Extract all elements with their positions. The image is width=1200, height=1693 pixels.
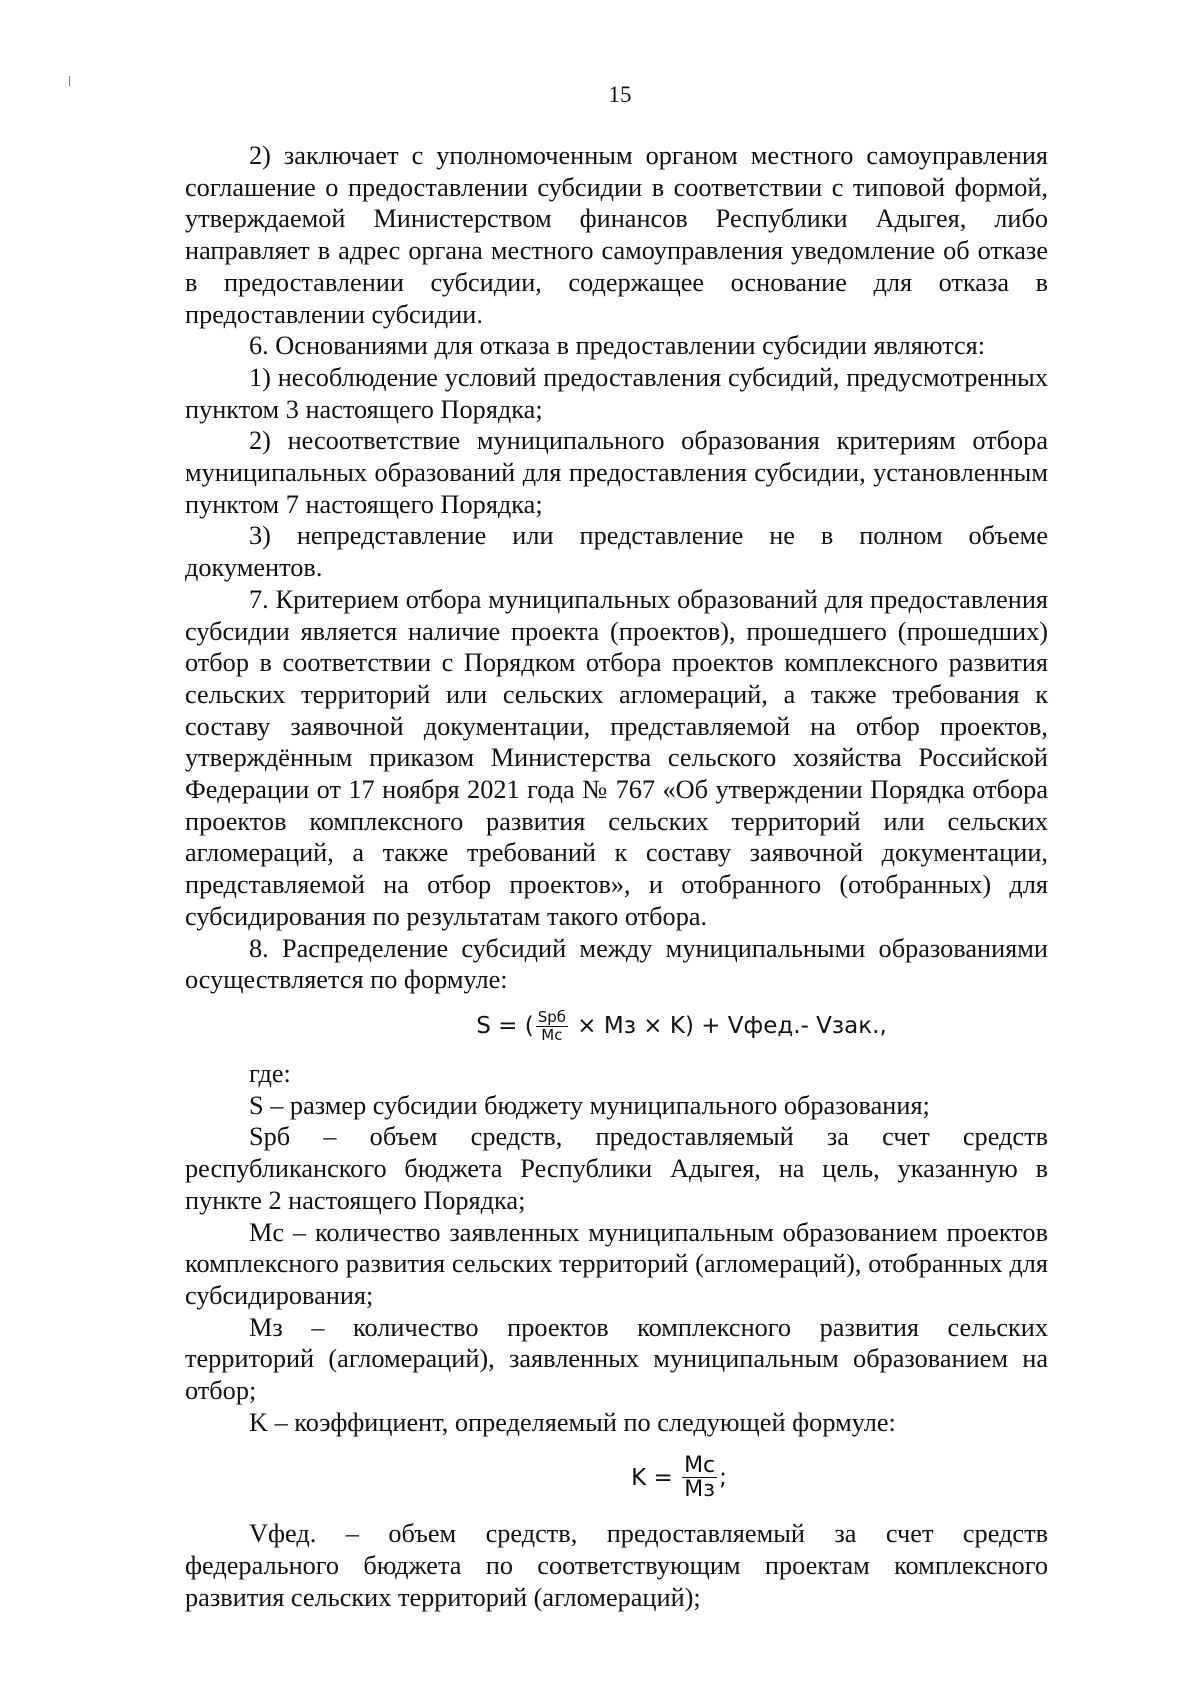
fraction-k-numerator: Mс (684, 1453, 716, 1479)
formula-fraction (536, 1010, 568, 1043)
paragraph-item-8: 8. Распределение субсидий между муниципальными образованиями осуществляется по формуле: (185, 933, 1048, 995)
paragraph-item-6-sub-3: 3) непредставление или представление не в полном объеме документов. (185, 521, 1048, 583)
paragraph-item-7: 7. Критерием отбора муниципальных образований для предоставления субсидии является наличие проекта (проектов), прошедшего (прошедших) отбор в соответствии с Порядком отбора проектов комплексного развития сельских территорий или сельских агломераций, а также требования к составу заявочной документации, представляемой на отбор проектов, утверждённым приказом Министерства сельского хозяйства Российской Федерации от 17 ноября 2021 года № 767 «Об утверждении Порядка отбора проектов комплексного развития сельских территорий или сельских агломераций, а также требований к составу заявочной документации, представляемой на отбор проектов», и отобранного (отобранных) для субсидирования по результатам такого отбора. (185, 584, 1048, 931)
fraction-numerator: Sрб (537, 1008, 566, 1027)
formula-k-lhs: K = (631, 1464, 681, 1491)
definition-where: где: (249, 1058, 291, 1088)
paragraph-item-6: 6. Основаниями для отказа в предоставлении субсидии являются: (249, 331, 986, 361)
definition-mz: Mз – количество проектов комплексного развития сельских территорий (агломераций), заявленных муниципальным образованием на отбор; (185, 1312, 1048, 1406)
definition-srb: Sрб – объем средств, предоставляемый за счет средств республиканского бюджета Республики Адыгея, на цель, указанную в пункте 2 настоящего Порядка; (185, 1122, 1048, 1215)
paragraph-item-6-sub-1: 1) несоблюдение условий предоставления субсидий, предусмотренных пунктом 3 настоящего Порядка; (185, 362, 1048, 424)
page-number: 15 (608, 82, 632, 107)
formula-rest: × Mз × K) + Vфед.- Vзак., (570, 1013, 887, 1040)
definition-s: S – размер субсидии бюджету муниципального образования; (249, 1090, 930, 1120)
formula-k-rest: ; (719, 1464, 727, 1491)
definition-mc: Mс – количество заявленных муниципальным образованием проектов комплексного развития сельских территорий (агломераций), отобранных для субсидирования; (185, 1217, 1048, 1310)
fraction-k-denominator: Mз (684, 1477, 715, 1503)
fraction-denominator: Mс (541, 1026, 563, 1045)
document-body (185, 140, 1048, 1614)
subsidy-formula (185, 996, 1048, 1058)
paragraph-subitem-2-agreement: 2) заключает с уполномоченным органом местного самоуправления соглашение о предоставлении субсидии в соответствии с типовой формой, утверждаемой Министерством финансов Республики Адыгея, либо направляет в адрес органа местного самоуправления уведомление об отказе в предоставлении субсидии, содержащее основание для отказа в предоставлении субсидии. (185, 141, 1048, 329)
formula-k-fraction (682, 1454, 717, 1502)
definition-k: K – коэффициент, определяемый по следующей формуле: (249, 1407, 896, 1437)
coefficient-formula (185, 1438, 1048, 1518)
paragraph-item-6-sub-2: 2) несоответствие муниципального образования критериям отбора муниципальных образований для предоставления субсидии, установленным пунктом 7 настоящего Порядка; (185, 426, 1048, 519)
definition-vfed: Vфед. – объем средств, предоставляемый за счет средств федерального бюджета по соответствующим проектам комплексного развития сельских территорий (агломераций); (185, 1519, 1048, 1612)
formula-lhs: S = ( (476, 1013, 534, 1040)
